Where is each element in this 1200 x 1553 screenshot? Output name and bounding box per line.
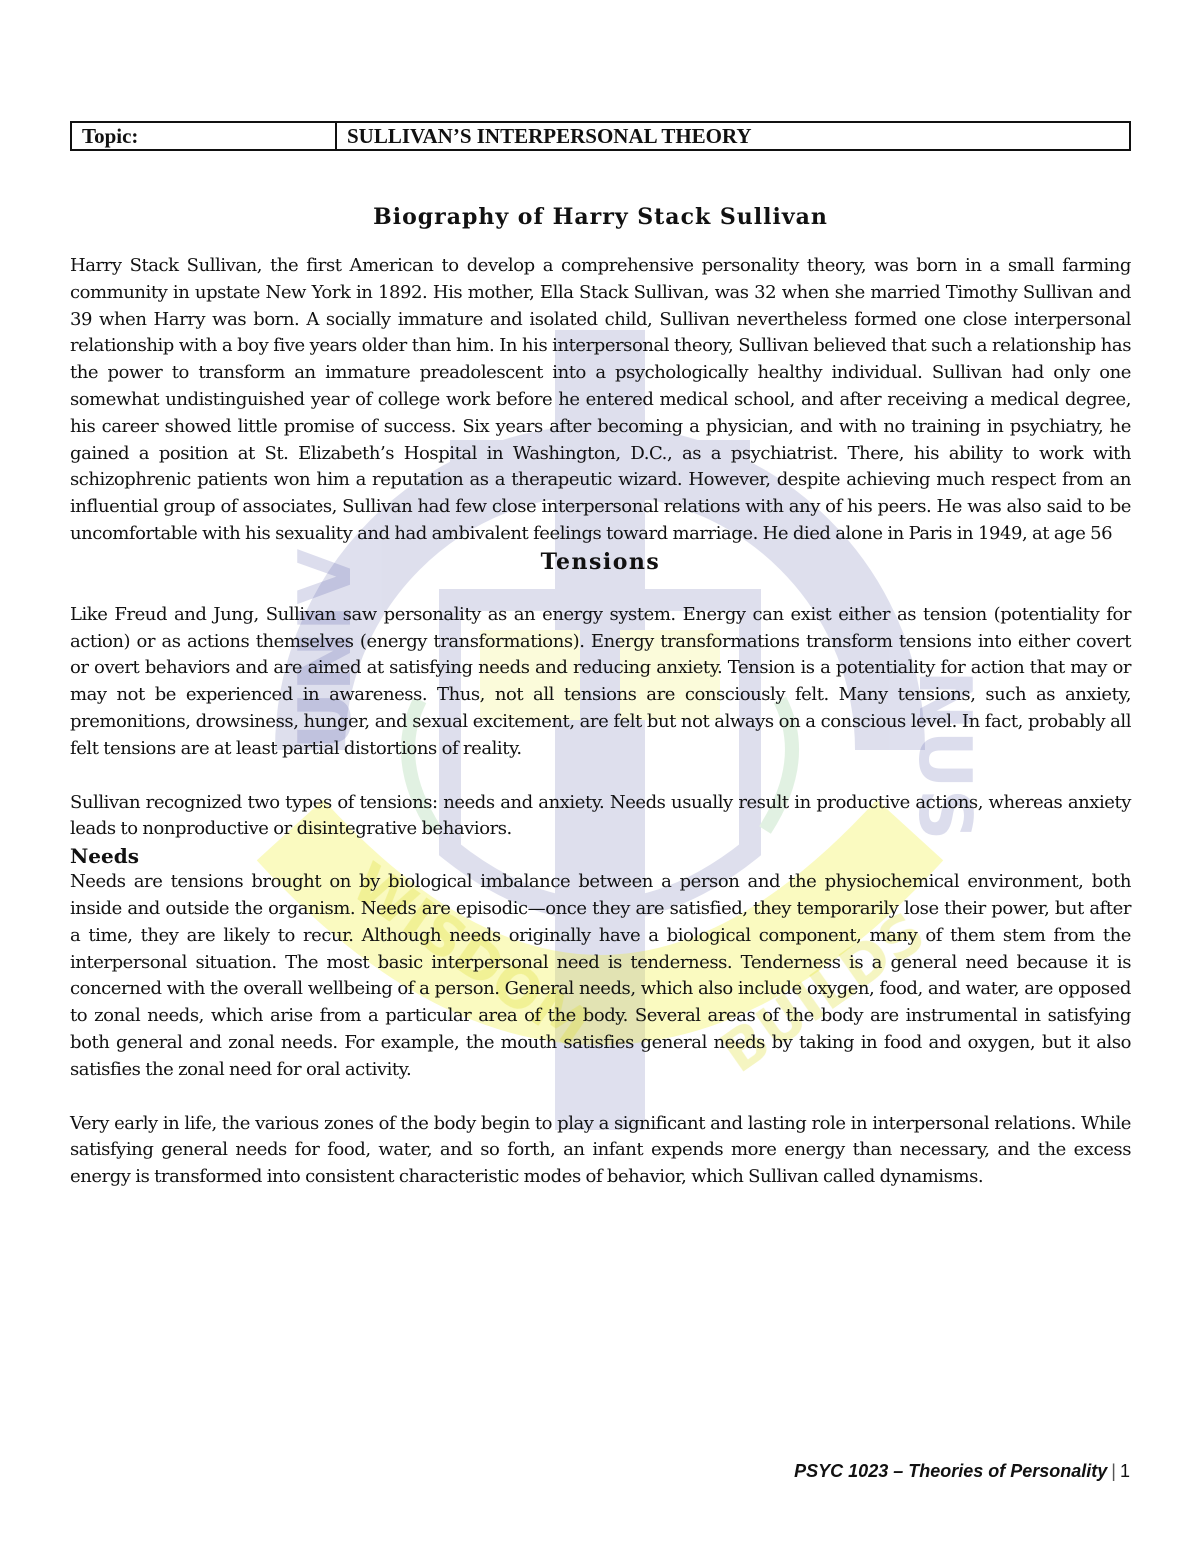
needs-paragraph-1: Needs are tensions brought on by biological imbalance between a person and the physiochemical environment, both inside and outside the organism. Needs are episodic—once they are satisfied, they temporarily lose their power, but after a time, they are likely to recur. Although needs originally have a biological component, many of them stem from the interpersonal situation. The most basic interpersonal need is tenderness. Tenderness is a general need because it is concerned with the overall wellbeing of a person. General needs, which also include oxygen, food, and water, are opposed to zonal needs, which arise from a particular area of the body. Several areas of the body are instrumental in satisfying both general and zonal needs. For example, the mouth satisfies general needs by taking in food and oxygen, but it also satisfies the zonal need for oral activity. [70,871,1131,1080]
footer-page-number: 1 [1119,1461,1130,1481]
topic-label: Topic: [71,122,336,150]
tensions-paragraph-1: Like Freud and Jung, Sullivan saw personality as an energy system. Energy can exist either as tension (potentiality for action) or as actions themselves (energy transformations). Energy transformations transform tensions into either covert or overt behaviors and are aimed at satisfying needs and reducing anxiety. Tension is a potentiality for action that may or may not be experienced in awareness. Thus, not all tensions are consciously felt. Many tensions, such as anxiety, premonitions, drowsiness, hunger, and sexual excitement, are felt but not always on a conscious level. In fact, probably all felt tensions are at least partial distortions of reality. [70,603,1131,759]
page-footer [794,1461,1130,1482]
footer-separator: | [1111,1461,1116,1481]
biography-paragraph: Harry Stack Sullivan, the first American to develop a comprehensive personality theory, was born in a small farming community in upstate New York in 1892. His mother, Ella Stack Sullivan, was 32 when she married Timothy Sullivan and 39 when Harry was born. A socially immature and isolated child, Sullivan nevertheless formed one close interpersonal relationship with a boy five years older than him. In his interpersonal theory, Sullivan believed that such a relationship has the power to transform an immature preadolescent into a psychologically healthy individual. Sullivan had only one somewhat undistinguished year of college work before he entered medical school, and after receiving a medical degree, his career showed little promise of success. Six years after becoming a physician, and with no training in psychiatry, he gained a position at St. Elizabeth’s Hospital in Washington, D.C., as a psychiatrist. There, his ability to work with schizophrenic patients won him a reputation as a therapeutic wizard. However, despite achieving much respect from an influential group of associates, Sullivan had few close interpersonal relations with any of his peers. He was also said to be uncomfortable with his sexuality and had ambivalent feelings toward marriage. He died alone in Paris in 1949, at age 56 [70,255,1131,544]
tensions-paragraph-2: Sullivan recognized two types of tensions: needs and anxiety. Needs usually result in productive actions, whereas anxiety leads to nonproductive or disintegrative behaviors. [70,791,1131,840]
watermark-text-right: NUS [903,670,987,841]
topic-table [70,121,1131,151]
document-page [70,121,1131,1191]
tensions-heading: Tensions [540,548,661,575]
topic-value: SULLIVAN’S INTERPERSONAL THEORY [336,122,1130,150]
topic-row [71,122,1130,150]
watermark-text-bottom-right: BUILDS [709,899,937,1086]
watermark-text-bottom-left: WISDOM [340,850,601,1061]
needs-heading: Needs [70,844,139,869]
page-title: Biography of Harry Stack Sullivan [373,204,828,230]
needs-paragraph-2: Very early in life, the various zones of the body begin to play a significant and lasting role in interpersonal relations. While satisfying general needs for food, water, and so forth, an infant expends more energy than necessary, and the excess energy is transformed into consistent characteristic modes of behavior, which Sullivan called dynamisms. [70,1112,1131,1188]
footer-course-title: PSYC 1023 – Theories of Personality [794,1461,1108,1481]
watermark-text-left: UNIV [283,548,367,750]
